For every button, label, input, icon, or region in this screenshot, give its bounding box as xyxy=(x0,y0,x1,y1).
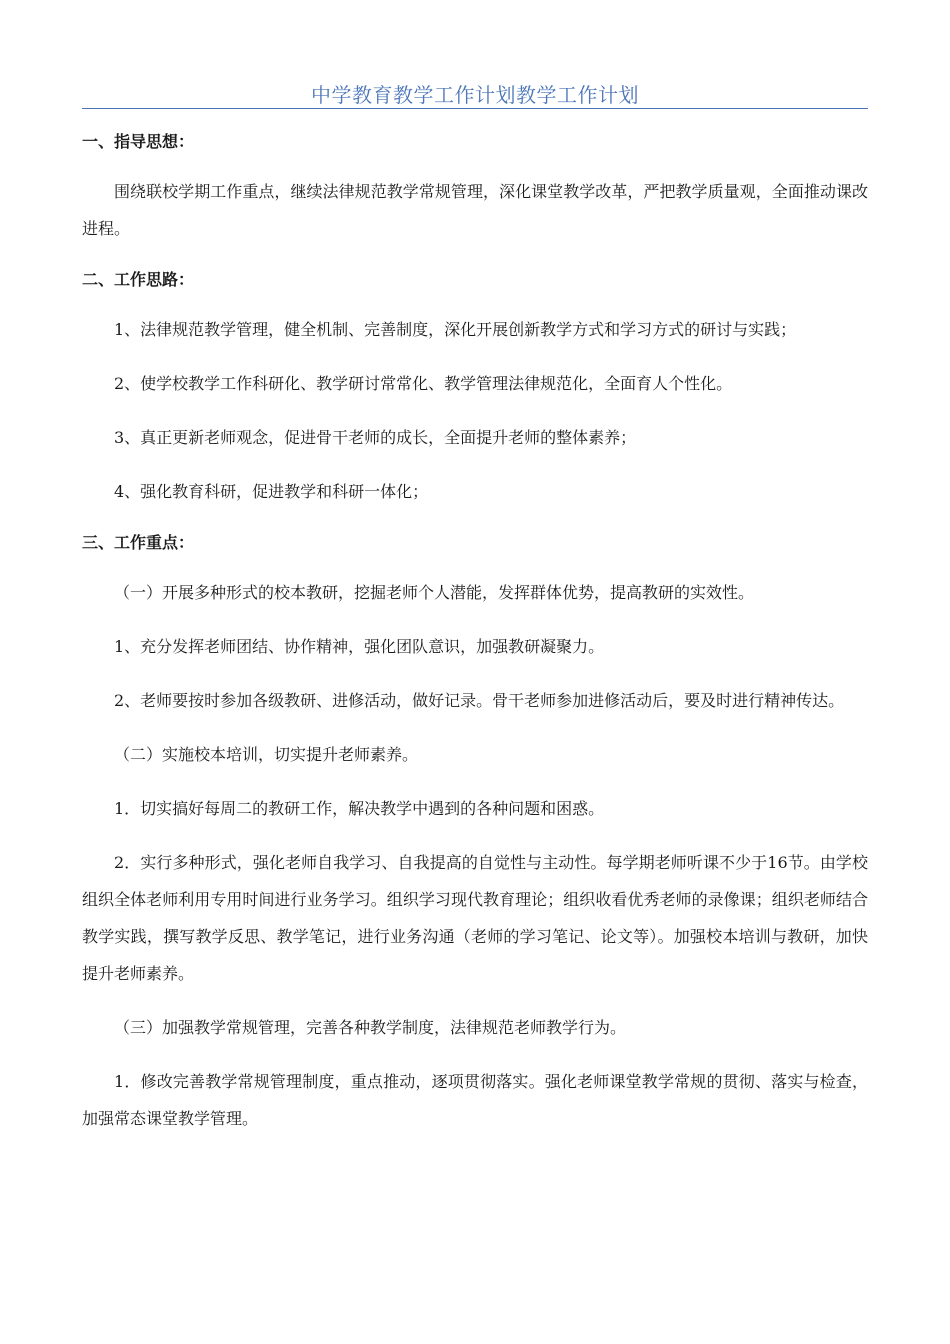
paragraph: 围绕联校学期工作重点，继续法律规范教学常规管理，深化课堂教学改革，严把教学质量观，全面推动课改进程。 xyxy=(82,182,868,238)
document-title: 中学教育教学工作计划教学工作计划 xyxy=(311,83,639,107)
paragraph: 1．修改完善教学常规管理制度，重点推动，逐项贯彻落实。强化老师课堂教学常规的贯彻、落实与检查，加强常态课堂教学管理。 xyxy=(82,1072,868,1128)
paragraph: 2、老师要按时参加各级教研、进修活动，做好记录。骨干老师参加进修活动后，要及时进行精神传达。 xyxy=(114,691,845,710)
paragraph: （一）开展多种形式的校本教研，挖掘老师个人潜能，发挥群体优势，提高教研的实效性。 xyxy=(114,583,755,602)
paragraph: （三）加强教学常规管理，完善各种教学制度，法律规范老师教学行为。 xyxy=(114,1018,627,1037)
title-divider xyxy=(82,108,868,109)
paragraph: （二）实施校本培训，切实提升老师素养。 xyxy=(114,745,419,764)
paragraph: 4、强化教育科研，促进教学和科研一体化； xyxy=(114,482,429,501)
paragraph: 1．切实搞好每周二的教研工作，解决教学中遇到的各种问题和困惑。 xyxy=(114,799,605,818)
paragraph: 2、使学校教学工作科研化、教学研讨常常化、教学管理法律规范化，全面育人个性化。 xyxy=(114,374,733,393)
paragraph: 2．实行多种形式，强化老师自我学习、自我提高的自觉性与主动性。每学期老师听课不少于16节。由学校组织全体老师利用专用时间进行业务学习。组织学习现代教育理论；组织收看优秀老师的录像课；组织老师结合教学实践，撰写教学反思、教学笔记，进行业务沟通（老师的学习笔记、论文等）。加强校本培训与教研，加快提升老师素养。 xyxy=(82,853,868,983)
section-heading-work-ideas: 二、工作思路： xyxy=(82,270,195,289)
section-heading-work-focus: 三、工作重点： xyxy=(82,533,195,552)
paragraph: 1、法律规范教学管理，健全机制、完善制度，深化开展创新教学方式和学习方式的研讨与实践； xyxy=(114,320,797,339)
document-body xyxy=(82,128,868,1137)
paragraph: 3、真正更新老师观念，促进骨干老师的成长，全面提升老师的整体素养； xyxy=(114,428,637,447)
paragraph: 1、充分发挥老师团结、协作精神，强化团队意识，加强教研凝聚力。 xyxy=(114,637,605,656)
section-heading-guiding-thought: 一、指导思想： xyxy=(82,132,195,151)
